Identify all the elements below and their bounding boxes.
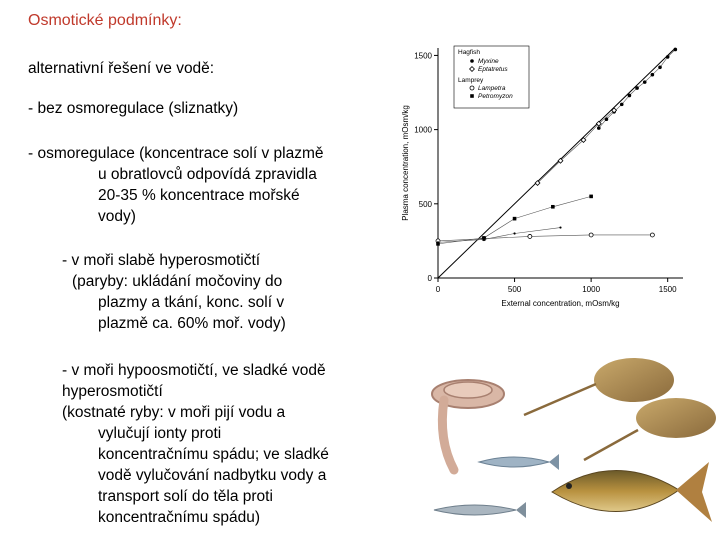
data-point bbox=[470, 86, 474, 90]
legend-title-hagfish: Hagfish bbox=[458, 49, 481, 56]
fish-photo-collage bbox=[424, 350, 720, 540]
line: koncentračnímu spádu) bbox=[98, 509, 260, 526]
data-point bbox=[589, 195, 593, 199]
x-axis-label: External concentration, mOsm/kg bbox=[501, 299, 620, 308]
data-point bbox=[674, 48, 678, 52]
paragraph-osmoregulation bbox=[28, 143, 324, 227]
line: hyperosmotičtí bbox=[62, 383, 163, 400]
x-tick-label: 1000 bbox=[582, 285, 601, 294]
series-line bbox=[538, 110, 615, 183]
data-point bbox=[589, 233, 593, 237]
line: - v moři slabě hyperosmotičtí bbox=[62, 252, 261, 269]
line: (kostnaté ryby: v moři pijí vodu a bbox=[62, 404, 286, 421]
line: transport solí do těla proti bbox=[98, 488, 273, 505]
y-tick-label: 1500 bbox=[414, 51, 432, 61]
slide-title: Osmotické podmínky: bbox=[28, 12, 182, 29]
y-tick-label: 0 bbox=[427, 274, 432, 283]
data-point bbox=[597, 126, 601, 130]
data-point bbox=[483, 238, 485, 240]
data-point bbox=[513, 232, 515, 234]
line: (paryby: ukládání močoviny do bbox=[72, 273, 283, 290]
y-tick-label: 1000 bbox=[414, 125, 432, 135]
data-point bbox=[658, 65, 662, 69]
line: plazmě ca. 60% moř. vody) bbox=[98, 315, 286, 332]
y-tick-label: 500 bbox=[418, 199, 432, 209]
data-point bbox=[528, 234, 532, 238]
data-point bbox=[437, 241, 439, 243]
data-point bbox=[628, 94, 632, 98]
line: koncentračnímu spádu; ve sladké bbox=[98, 446, 329, 463]
paragraph-no-osmoregulation: - bez osmoregulace (sliznatky) bbox=[28, 100, 239, 117]
line: u obratlovců odpovídá zpravidla bbox=[98, 166, 317, 183]
data-point bbox=[559, 226, 561, 228]
x-tick-label: 0 bbox=[435, 285, 441, 294]
line: plazmy a tkání, konc. solí v bbox=[98, 294, 285, 311]
line: - osmoregulace (koncentrace solí v plazmě bbox=[28, 145, 324, 162]
legend-entry: Myxine bbox=[478, 58, 499, 65]
data-point bbox=[470, 59, 474, 63]
line: vody) bbox=[98, 208, 136, 225]
y-axis-label: Plasma concentration, mOsm/kg bbox=[401, 105, 410, 221]
data-point bbox=[651, 73, 655, 77]
data-point bbox=[650, 233, 654, 237]
data-point bbox=[620, 103, 624, 107]
paragraph-cartilaginous bbox=[62, 250, 286, 334]
data-point bbox=[635, 86, 639, 90]
data-point bbox=[551, 205, 555, 209]
legend-title-lamprey: Lamprey bbox=[458, 77, 484, 84]
data-point bbox=[470, 94, 474, 98]
legend-entry: Lampetra bbox=[478, 85, 506, 92]
x-tick-label: 500 bbox=[507, 285, 522, 294]
line: - v moři hypoosmotičtí, ve sladké vodě bbox=[62, 362, 326, 379]
legend-entry: Petromyzon bbox=[478, 93, 513, 100]
x-tick-label: 1500 bbox=[658, 285, 677, 294]
line: vylučují ionty proti bbox=[98, 425, 222, 442]
paragraph-bony-fish bbox=[62, 360, 329, 528]
paragraph-alternatives: alternativní řešení ve vodě: bbox=[28, 60, 215, 77]
data-point bbox=[666, 55, 670, 59]
line: 20-35 % koncentrace mořské bbox=[98, 187, 300, 204]
legend-entry: Eptatretus bbox=[478, 66, 508, 73]
data-point bbox=[643, 80, 647, 84]
line: vodě vylučování nadbytku vody a bbox=[98, 467, 327, 484]
data-point bbox=[513, 217, 517, 221]
osmotic-chart bbox=[398, 38, 698, 320]
